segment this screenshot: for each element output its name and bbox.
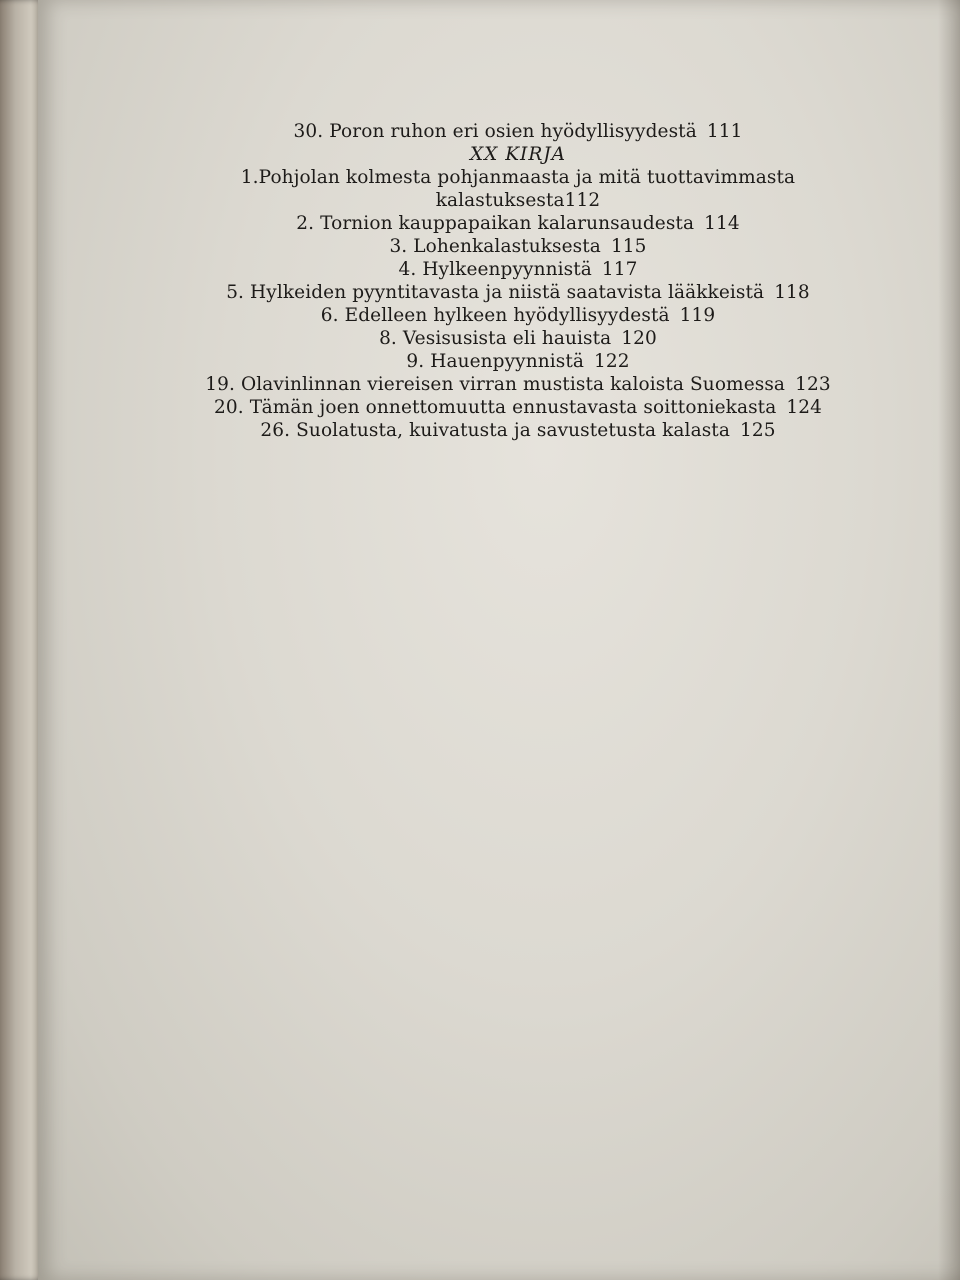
entry-title: Olavinlinnan viereisen virran mustista kaloista Suomessa (241, 374, 786, 395)
toc-entry (158, 396, 878, 419)
entry-number: 19. (205, 374, 236, 395)
entry-page: 111 (706, 121, 743, 142)
entry-number: 26. (260, 420, 291, 441)
toc-entry (158, 327, 878, 350)
entry-title: Poron ruhon eri osien hyödyllisyydestä (329, 121, 697, 142)
toc-entry (158, 258, 878, 281)
entry-page: 119 (679, 305, 716, 326)
table-of-contents (158, 120, 878, 442)
entry-page: 124 (786, 397, 822, 418)
toc-entry (158, 120, 878, 143)
entry-title: Edelleen hylkeen hyödyllisyydestä (344, 305, 670, 326)
entry-number: 3. (389, 236, 408, 257)
toc-entry-continuation (158, 189, 878, 212)
entry-number: 5. (226, 282, 245, 303)
entry-page: 114 (704, 213, 740, 234)
entry-page: 112 (564, 190, 601, 211)
entry-number: 20. (214, 397, 244, 418)
entry-number: 4. (398, 259, 417, 280)
entry-page: 125 (739, 420, 776, 441)
entry-number: 9. (406, 351, 425, 372)
entry-page: 120 (621, 328, 657, 349)
entry-page: 117 (601, 259, 638, 280)
entry-title-line1: Pohjolan kolmesta pohjanmaasta ja mitä tuottavimmasta (258, 167, 796, 188)
entry-number: 6. (320, 305, 339, 326)
toc-entry (158, 281, 878, 304)
toc-entry (158, 350, 878, 373)
entry-title: Hylkeenpyynnistä (422, 259, 592, 280)
entry-title: Vesisusista eli hauista (402, 328, 612, 349)
toc-entry (158, 419, 878, 442)
entry-page: 118 (774, 282, 810, 303)
toc-entry (158, 373, 878, 396)
entry-title-line2: kalastuksesta (435, 190, 565, 211)
page-shadow (938, 0, 960, 1280)
toc-entry (158, 235, 878, 258)
entry-title: Tämän joen onnettomuutta ennustavasta soittoniekasta (249, 397, 777, 418)
entry-title: Lohenkalastuksesta (413, 236, 601, 257)
entry-title: Hauenpyynnistä (430, 351, 585, 372)
entry-title: Hylkeiden pyyntitavasta ja niistä saatavista lääkkeistä (250, 282, 765, 303)
entry-page: 123 (795, 374, 831, 395)
toc-entry (158, 166, 878, 189)
entry-page: 115 (610, 236, 647, 257)
book-page (38, 0, 960, 1280)
entry-page: 122 (594, 351, 630, 372)
entry-number: 8. (379, 328, 397, 349)
entry-title: Tornion kauppapaikan kalarunsaudesta (320, 213, 695, 234)
entry-title: Suolatusta, kuivatusta ja savustetusta kalasta (296, 420, 730, 441)
entry-number: 2. (296, 213, 315, 234)
section-heading: XX KIRJA (469, 144, 567, 165)
toc-entry (158, 212, 878, 235)
entry-number: 1. (240, 167, 259, 188)
entry-number: 30. (293, 121, 324, 142)
toc-entry (158, 304, 878, 327)
